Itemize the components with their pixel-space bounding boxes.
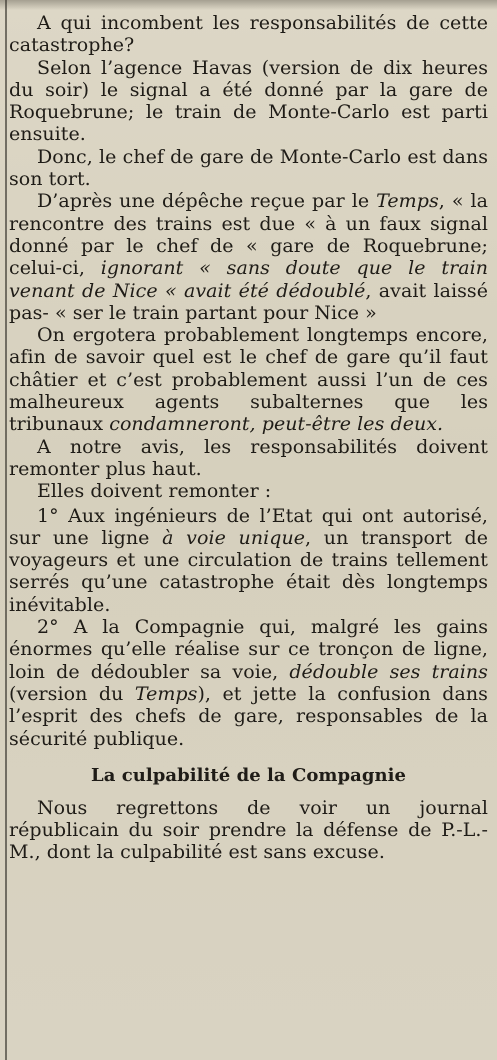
paragraph-point-1-c: , un transport de voyageurs et une circulation de trains tellement serrés qu’une catastrophe était dès longtemps inévitable. (9, 526, 489, 616)
paragraph-ergotera-b: condamneront, peut-être les deux. (109, 413, 444, 436)
paragraph-regrettons (9, 797, 488, 864)
paragraph-point-1-a: 1° Aux ingénieurs de l’Etat qui ont autorisé, sur une ligne (9, 504, 488, 549)
paragraph-depeche (9, 190, 488, 324)
paragraph-depeche-d: ignorant « sans doute que le train venant de Nice « avait été dédoublé (9, 257, 488, 302)
paragraph-montecarlo-text: Donc, le chef de gare de Monte-Carlo est dans son tort. (9, 145, 488, 191)
paragraph-question (9, 12, 488, 57)
paragraph-ergotera (9, 324, 488, 435)
paragraph-point-2-a: 2° A la Compagnie qui, malgré les gains énormes qu’elle réalise sur ce tronçon de ligne, loin de dédoubler sa voie, (9, 616, 488, 683)
paragraph-depeche-temps: Temps (376, 190, 439, 213)
paragraph-depeche-e: , avait laissé pas- « ser le train partant pour Nice » (9, 279, 488, 324)
column-rule (5, 0, 7, 1060)
paragraph-point-2-e: ), et jette la confusion dans l’esprit des chefs de gare, responsables de la sécurité publique. (9, 682, 488, 750)
paragraph-ergotera-a: On ergotera probablement longtemps encore, afin de savoir quel est le chef de gare qu’il faut châtier et c’est probablement aussi l’un de ces malheureux agents subalternes que les tribunaux (9, 324, 488, 436)
paragraph-point-2-d: Temps (134, 682, 198, 705)
paragraph-montecarlo (9, 146, 488, 191)
paragraph-remonter (9, 480, 488, 502)
paragraph-havas-text: Selon l’agence Havas (version de dix heures du soir) le signal a été donné par la gare de Roquebrune; le train de Monte-Carlo est parti ensuite. (9, 56, 488, 146)
paragraph-regrettons-text: Nous regrettons de voir un journal républicain du soir prendre la défense de P.-L.-M., dont la culpabilité est sans excuse. (9, 796, 488, 864)
paragraph-depeche-a: D’après une dépêche reçue par le (37, 190, 377, 213)
paragraph-havas (9, 57, 488, 146)
top-strip (0, 0, 497, 10)
paragraph-depeche-c: , « la rencontre des trains est due « à un faux signal donné par le chef de « gare de Roquebrune; celui-ci, (9, 190, 488, 280)
paragraph-point-2-c: (version du (9, 682, 135, 705)
paragraph-avis (9, 436, 488, 481)
paragraph-point-2-b: dédouble ses trains (289, 660, 488, 683)
paragraph-point-1-b: à voie unique (162, 526, 306, 549)
paragraph-question-text: A qui incombent les responsabilités de cette catastrophe? (9, 12, 488, 57)
article-body (9, 12, 488, 864)
paragraph-point-2 (9, 616, 488, 750)
paragraph-remonter-text: Elles doivent remonter : (37, 480, 272, 503)
paragraph-point-1 (9, 505, 488, 616)
paragraph-avis-text: A notre avis, les responsabilités doivent remonter plus haut. (9, 435, 488, 480)
section-title: La culpabilité de la Compagnie (90, 764, 406, 786)
